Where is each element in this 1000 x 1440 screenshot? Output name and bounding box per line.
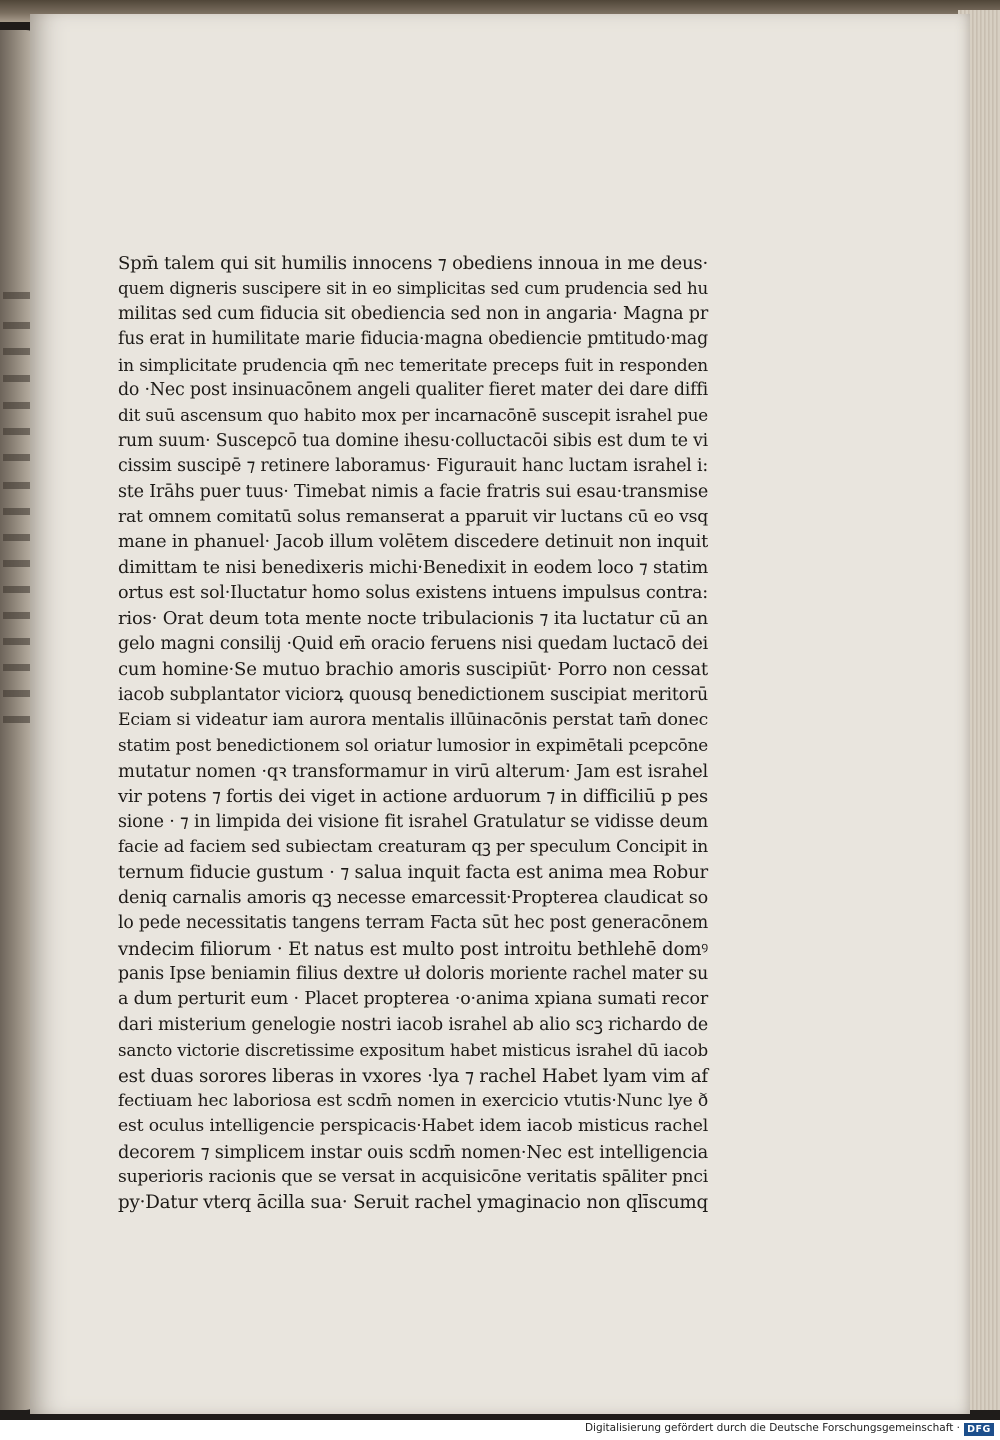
- text-line: a dum perturit eum · Placet propterea ·o·anima xpiana sumati recor: [118, 989, 708, 1010]
- text-line: quem digneris suscipere sit in eo simplicitas sed cum prudencia sed hu: [118, 279, 708, 299]
- left-page-text-fragment: [3, 482, 31, 489]
- left-page-text-fragment: [3, 454, 31, 461]
- text-line: ortus est sol·Iluctatur homo solus existens intuens impulsus contra:: [118, 583, 708, 604]
- dfg-logo: DFG: [964, 1423, 994, 1436]
- text-line: sancto victorie discretissime expositum habet misticus israhel dū iacob: [118, 1041, 708, 1061]
- text-line: in simplicitate prudencia qm̄ nec temeritate preceps fuit in responden: [118, 354, 708, 375]
- text-line: cum homine·Se mutuo brachio amoris suscipiūt· Porro non cessat: [118, 659, 708, 681]
- text-line: militas sed cum fiducia sit obediencia sed non in angaria· Magna pr: [118, 303, 708, 324]
- text-line: facie ad faciem sed subiectam creaturam qꝫ per speculum Concipit in: [118, 836, 708, 857]
- text-line: statim post benedictionem sol oriatur lumosior in expimētali pcepcōne: [118, 735, 708, 756]
- left-page-text-fragment: [3, 322, 31, 329]
- text-line: est oculus intelligencie perspicacis·Habet idem iacob misticus rachel: [118, 1116, 708, 1137]
- left-page-text-fragment: [3, 690, 31, 697]
- left-page-text-fragment: [3, 428, 31, 435]
- text-line: iacob subplantator viciorꝝ quousq benedictionem suscipiat meritorū: [118, 684, 708, 705]
- text-line: fectiuam hec laboriosa est scdm̄ nomen in exercicio vtutis·Nunc lye ð: [118, 1090, 708, 1111]
- text-line: py·Datur vterq ācilla sua· Seruit rachel ymaginacio non qlīscumq: [118, 1192, 708, 1214]
- text-line: gelo magni consilij ·Quid em̄ oracio feruens nisi quedam luctacō dei: [118, 633, 708, 654]
- left-page-text-fragment: [3, 612, 31, 619]
- left-page-text-fragment: [3, 716, 31, 723]
- text-line: decorem ⁊ simplicem instar ouis scdm̄ nomen·Nec est intelligencia: [118, 1141, 708, 1163]
- text-line: sione · ⁊ in limpida dei visione fit israhel Gratulatur se vidisse deum: [118, 811, 708, 832]
- left-page-text-fragment: [3, 375, 31, 382]
- text-line: cissim suscipē ⁊ retinere laboramus· Figurauit hanc luctam israhel i:: [118, 456, 708, 477]
- text-line: mutatur nomen ·qꝛ transformamur in virū alterum· Jam est israhel: [118, 760, 708, 782]
- left-page-text-fragment: [3, 508, 31, 515]
- text-line: ste Irāhs puer tuus· Timebat nimis a facie fratris sui esau·transmise: [118, 481, 708, 502]
- text-line: rat omnem comitatū solus remanserat a pparuit vir luctans cū eo vsq: [118, 506, 708, 527]
- incunable-text-block: [118, 251, 708, 1216]
- left-page-text-fragment: [3, 664, 31, 671]
- text-line: lo pede necessitatis tangens terram Facta sūt hec post generacōnem: [118, 913, 708, 934]
- text-line: Eciam si videatur iam aurora mentalis illūinacōnis perstat tam̄ donec: [118, 710, 708, 731]
- funding-credit: Digitalisierung gefördert durch die Deutsche Forschungsgemeinschaft ·: [584, 1422, 960, 1434]
- text-line: rios· Orat deum tota mente nocte tribulacionis ⁊ ita luctatur cū an: [118, 608, 708, 630]
- left-page-text-fragment: [3, 638, 31, 645]
- text-line: fus erat in humilitate marie fiducia·magna obediencie pmtitudo·mag: [118, 329, 708, 350]
- left-page-text-fragment: [3, 292, 31, 299]
- text-line: dimittam te nisi benedixeris michi·Benedixit in eodem loco ⁊ statim: [118, 557, 708, 578]
- book-page: [30, 14, 970, 1414]
- left-page-text-fragment: [3, 402, 31, 409]
- text-line: vndecim filiorum · Et natus est multo post introitu bethlehē domꝰ: [118, 938, 708, 960]
- text-line: dit suū ascensum quo habito mox per incarnacōnē suscepit israhel pue: [118, 405, 708, 426]
- text-line: panis Ipse beniamin filius dextre uł doloris moriente rachel mater su: [118, 963, 708, 984]
- left-page-text-fragment: [3, 348, 31, 355]
- text-line: est duas sorores liberas in vxores ·lya ⁊ rachel Habet lyam vim af: [118, 1065, 708, 1087]
- text-line: rum suum· Suscepcō tua domine ihesu·colluctacōi sibis est dum te vi: [118, 430, 708, 451]
- text-line: ternum fiducie gustum · ⁊ salua inquit facta est anima mea Robur: [118, 862, 708, 884]
- text-line: do ·Nec post insinuacōnem angeli qualiter fieret mater dei dare diffi: [118, 379, 708, 400]
- text-line: dari misterium genelogie nostri iacob israhel ab alio scꝫ richardo de: [118, 1014, 708, 1035]
- text-line: mane in phanuel· Jacob illum volētem discedere detinuit non inquit: [118, 532, 708, 553]
- text-line: superioris racionis que se versat in acquisicōne veritatis spāliter pnci: [118, 1167, 708, 1188]
- left-page-text-fragment: [3, 586, 31, 593]
- text-line: deniq carnalis amoris qꝫ necesse emarcessit·Propterea claudicat so: [118, 887, 708, 908]
- left-page-text-fragment: [3, 560, 31, 567]
- left-page-text-fragment: [3, 534, 31, 541]
- text-line: Spm̄ talem qui sit humilis innocens ⁊ obediens innoua in me deus·: [118, 253, 708, 274]
- text-line: vir potens ⁊ fortis dei viget in actione arduorum ⁊ in difficiliū p pes: [118, 786, 708, 808]
